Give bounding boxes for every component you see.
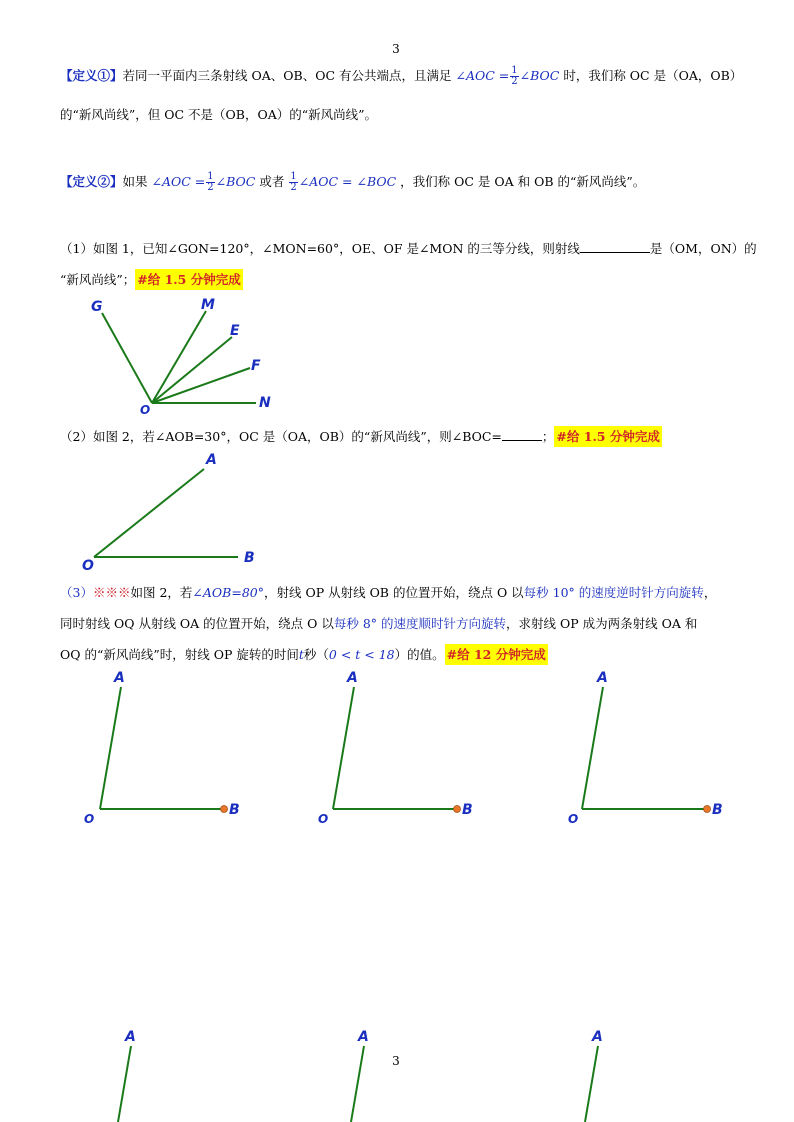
label-o-fig2: O: [82, 558, 94, 574]
ray-of: [152, 368, 250, 403]
definition-1-fraction: $\frac{1}{2}$: [511, 65, 518, 87]
question-1-text-b: 是（OM，ON）的: [649, 241, 757, 256]
question-3-marks: ※※※: [92, 585, 131, 600]
question-1-time-highlight: #给 1.5 分钟完成: [135, 269, 242, 290]
svg-text:O: O: [318, 812, 329, 826]
figure-2: [94, 469, 238, 557]
definition-1-tag: 【定义①】: [60, 68, 123, 83]
question-3-time-highlight: #给 12 分钟完成: [445, 644, 548, 665]
svg-text:O: O: [568, 812, 579, 826]
question-2-time-highlight: #给 1.5 分钟完成: [554, 426, 661, 447]
definition-1-line-2: 的“新风尚线”，但 OC 不是（OB，OA）的“新风尚线”。: [60, 107, 378, 122]
question-1-text-a: （1）如图 1，已知∠GON=120°，∠MON=60°，OE、OF 是∠MON 的三等分线，则射线: [60, 241, 580, 256]
definition-1-text-b: 时，我们称 OC 是（OA，OB）: [563, 68, 743, 83]
svg-text:B: B: [229, 802, 240, 818]
question-3-text-c: ，: [703, 585, 717, 600]
label-n: N: [259, 395, 271, 411]
question-3-range: 0 < t < 18: [328, 647, 395, 662]
point-b-dot: [221, 806, 228, 813]
label-e: E: [230, 323, 240, 339]
question-3-line-3-a: OQ 的“新风尚线”时，射线 OP 旋转的时间: [60, 647, 299, 662]
figure-3-b: [318, 670, 473, 826]
definition-1-math-left: ∠AOC =: [455, 68, 510, 83]
svg-text:O: O: [84, 812, 95, 826]
point-b-dot: [704, 806, 711, 813]
svg-text:A: A: [114, 670, 125, 686]
question-3-line-3-b: 秒（: [303, 647, 329, 662]
figure-3-bottom-c: [585, 1029, 603, 1122]
definition-2-text-b: ，我们称 OC 是 OA 和 OB 的“新风尚线”。: [400, 174, 646, 189]
question-3-text-a: 如图 2，若: [130, 585, 193, 600]
label-a-fig2: A: [206, 452, 217, 468]
definition-2-fraction-2: $\frac{1}{2}$: [290, 171, 297, 193]
svg-text:A: A: [347, 670, 358, 686]
label-f: F: [251, 358, 261, 374]
definition-2-math-1-right: ∠BOC: [215, 174, 256, 189]
question-3-prefix: （3）: [60, 585, 93, 600]
label-b-fig2: B: [244, 550, 255, 566]
question-3-speed-2: 每秒 8°: [333, 616, 378, 631]
page-number-top: 3: [392, 42, 400, 56]
definition-1-math-right: ∠BOC: [519, 68, 560, 83]
svg-text:B: B: [462, 802, 473, 818]
question-1-line-2-text: “新风尚线”；: [60, 272, 136, 287]
definition-1-text-a: 若同一平面内三条射线 OA、OB、OC 有公共端点，且满足: [122, 68, 452, 83]
definition-2-text-a: 如果: [122, 174, 148, 189]
question-3-text-b: ，射线 OP 从射线 OB 的位置开始，绕点 O 以: [263, 585, 524, 600]
definition-2-fraction-1: $\frac{1}{2}$: [207, 171, 214, 193]
point-b-dot: [454, 806, 461, 813]
question-3-line-2-b: ，求射线 OP 成为两条射线 OA 和: [506, 616, 698, 631]
label-o-fig1: O: [140, 403, 151, 417]
label-m: M: [201, 297, 215, 313]
svg-text:A: A: [592, 1029, 603, 1045]
svg-text:A: A: [125, 1029, 136, 1045]
figure-3-bottom-b: [351, 1029, 369, 1122]
figure-3-bottom-a: [118, 1029, 136, 1122]
question-3-t: t: [298, 647, 304, 662]
definition-2-tag: 【定义②】: [60, 174, 123, 189]
page-number-bottom: 3: [392, 1054, 400, 1068]
ray-oa-fig2: [94, 469, 204, 557]
definition-2-math-2: ∠AOC = ∠BOC: [298, 174, 397, 189]
figure-3-c: [568, 670, 723, 826]
definition-2-or: 或者: [259, 174, 285, 189]
figure-3-a: [84, 670, 240, 826]
label-g: G: [91, 299, 103, 315]
question-3-direction-1: 的速度逆时针方向旋转: [578, 585, 704, 600]
question-3-line-2-a: 同时射线 OQ 从射线 OA 的位置开始，绕点 O 以: [60, 616, 334, 631]
definition-2-math-1-left: ∠AOC =: [151, 174, 206, 189]
svg-text:A: A: [358, 1029, 369, 1045]
ray-og: [102, 313, 152, 403]
question-3-speed-1: 每秒 10°: [523, 585, 575, 600]
question-3-angle: ∠AOB=80°: [192, 585, 264, 600]
svg-text:A: A: [597, 670, 608, 686]
ray-om: [152, 311, 206, 403]
question-2-text-b: ；: [541, 429, 555, 444]
svg-text:B: B: [712, 802, 723, 818]
question-3-direction-2: 的速度顺时针方向旋转: [381, 616, 507, 631]
question-3-line-3-c: ）的值。: [394, 647, 445, 662]
ray-oe: [152, 337, 232, 403]
question-2-text-a: （2）如图 2，若∠AOB=30°，OC 是（OA，OB）的“新风尚线”，则∠BOC=: [60, 429, 502, 444]
